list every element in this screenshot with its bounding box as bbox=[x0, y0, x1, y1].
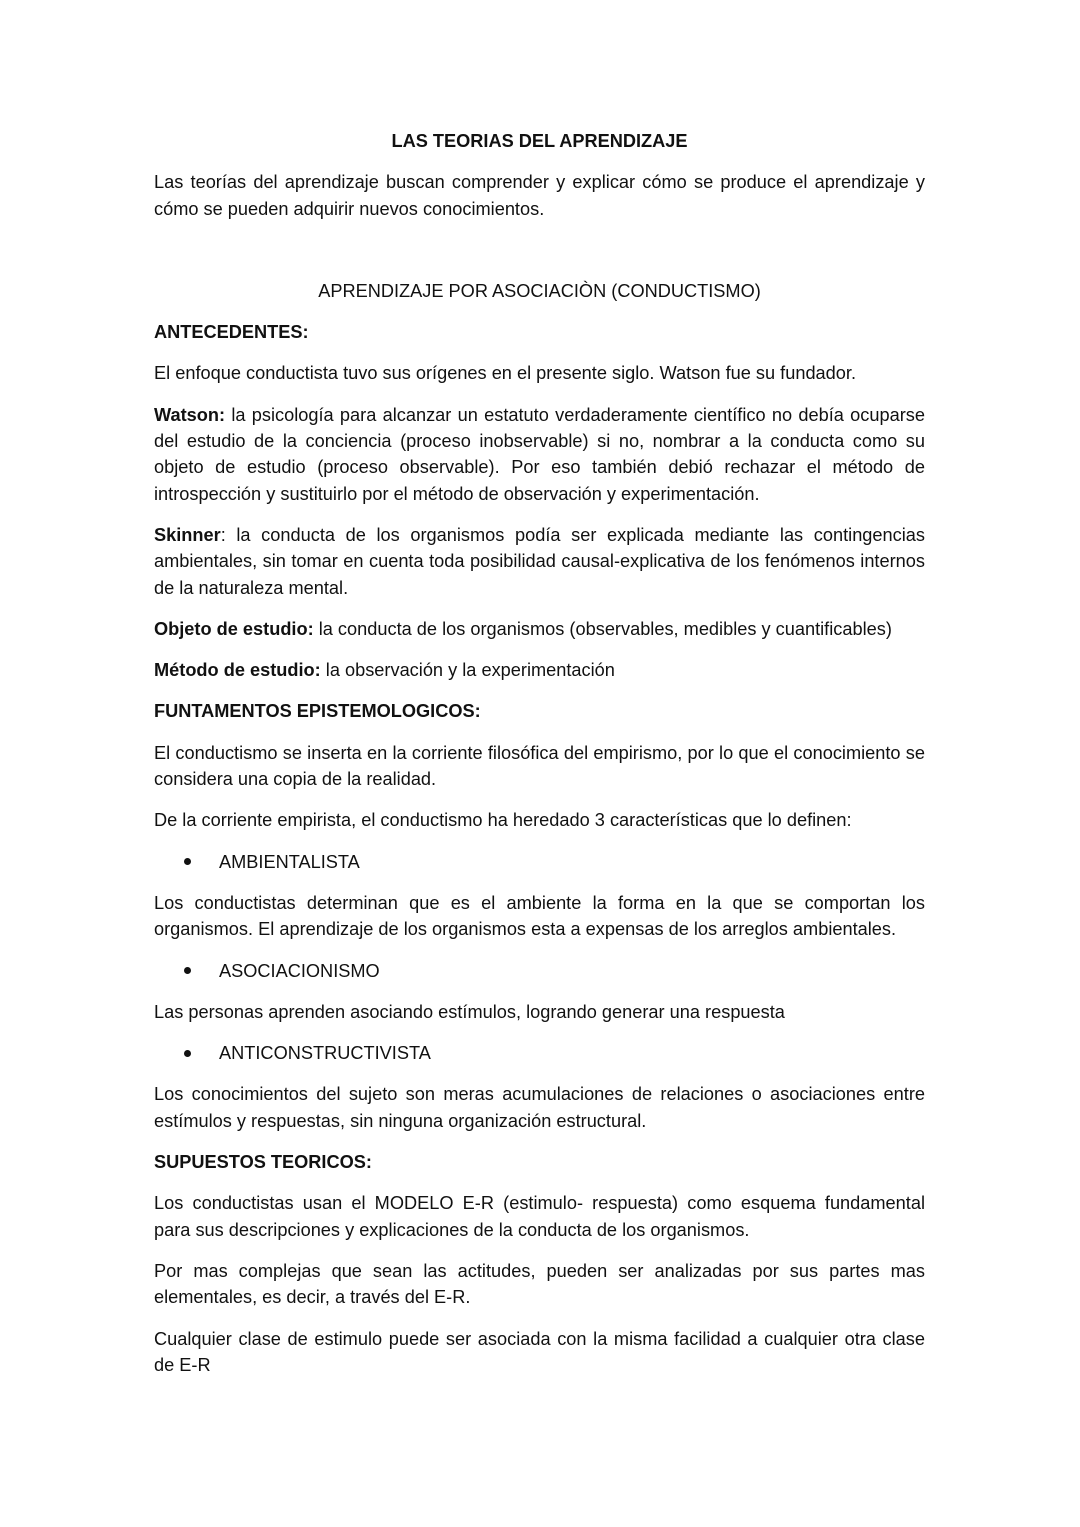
watson-label: Watson: bbox=[154, 404, 226, 425]
intro-paragraph: Las teorías del aprendizaje buscan comprender y explicar cómo se produce el aprendizaje y cómo se pueden adquirir nuevos conocimientos. bbox=[154, 172, 925, 219]
heading-fundamentos: FUNTAMENTOS EPISTEMOLOGICOS: bbox=[154, 701, 481, 722]
watson-text: la psicología para alcanzar un estatuto verdaderamente científico no debía ocuparse del estudio de la conciencia (proceso inobservable) si no, nombrar a la conducta como su objeto de estudio (proceso observable). Por eso también debió rechazar el método de introspección y sustituirlo por el método de observación y experimentación. bbox=[154, 404, 925, 504]
bullet-label: ANTICONSTRUCTIVISTA bbox=[219, 1043, 431, 1064]
supuestos-paragraph-2: Por mas complejas que sean las actitudes, pueden ser analizadas por sus partes mas elementales, es decir, a través del E-R. bbox=[154, 1260, 925, 1308]
objeto-label: Objeto de estudio: bbox=[154, 618, 314, 639]
bullet-icon bbox=[184, 967, 191, 974]
fundamentos-paragraph: El conductismo se inserta en la corriente filosófica del empirismo, por lo que el conocimiento se considera una copia de la realidad. bbox=[154, 742, 925, 790]
skinner-label: Skinner bbox=[154, 524, 221, 545]
bullet-icon bbox=[184, 1050, 191, 1057]
metodo-label: Método de estudio: bbox=[154, 660, 321, 681]
bullet-item bbox=[184, 958, 925, 984]
metodo-paragraph bbox=[154, 657, 925, 683]
watson-paragraph bbox=[154, 402, 925, 507]
bullet-description: Las personas aprenden asociando estímulos, logrando generar una respuesta bbox=[154, 1001, 785, 1022]
supuestos-paragraph-3: Cualquier clase de estimulo puede ser asociada con la misma facilidad a cualquier otra clase de E-R bbox=[154, 1328, 925, 1375]
skinner-text: : la conducta de los organismos podía ser explicada mediante las contingencias ambientales, sin tomar en cuenta toda posibilidad causal-explicativa de los fenómenos internos de la naturaleza mental. bbox=[154, 524, 925, 598]
section-subtitle: APRENDIZAJE POR ASOCIACIÒN (CONDUCTISMO) bbox=[318, 280, 761, 301]
heading-supuestos: SUPUESTOS TEORICOS: bbox=[154, 1152, 372, 1173]
fundamentos-intro-list: De la corriente empirista, el conductismo ha heredado 3 características que lo definen: bbox=[154, 810, 852, 831]
bullet-item bbox=[184, 1040, 925, 1066]
skinner-paragraph bbox=[154, 522, 925, 601]
objeto-text: la conducta de los organismos (observables, medibles y cuantificables) bbox=[313, 618, 892, 639]
heading-antecedentes: ANTECEDENTES: bbox=[154, 322, 309, 343]
antecedentes-paragraph: El enfoque conductista tuvo sus orígenes en el presente siglo. Watson fue su fundador. bbox=[154, 363, 857, 384]
document-page bbox=[154, 128, 925, 1393]
bullet-label: AMBIENTALISTA bbox=[219, 851, 360, 872]
bullet-icon bbox=[184, 858, 191, 865]
bullet-item bbox=[184, 849, 925, 875]
bullet-description: Los conductistas determinan que es el ambiente la forma en la que se comportan los organismos. El aprendizaje de los organismos esta a expensas de los arreglos ambientales. bbox=[154, 892, 925, 940]
objeto-paragraph bbox=[154, 616, 925, 642]
document-title: LAS TEORIAS DEL APRENDIZAJE bbox=[391, 131, 688, 151]
bullet-description: Los conocimientos del sujeto son meras acumulaciones de relaciones o asociaciones entre estímulos y respuestas, sin ninguna organización estructural. bbox=[154, 1084, 925, 1131]
bullet-label: ASOCIACIONISMO bbox=[219, 960, 380, 981]
supuestos-paragraph-1: Los conductistas usan el MODELO E-R (estimulo- respuesta) como esquema fundamental para sus descripciones y explicaciones de la conducta de los organismos. bbox=[154, 1193, 925, 1240]
metodo-text: la observación y la experimentación bbox=[320, 660, 615, 681]
